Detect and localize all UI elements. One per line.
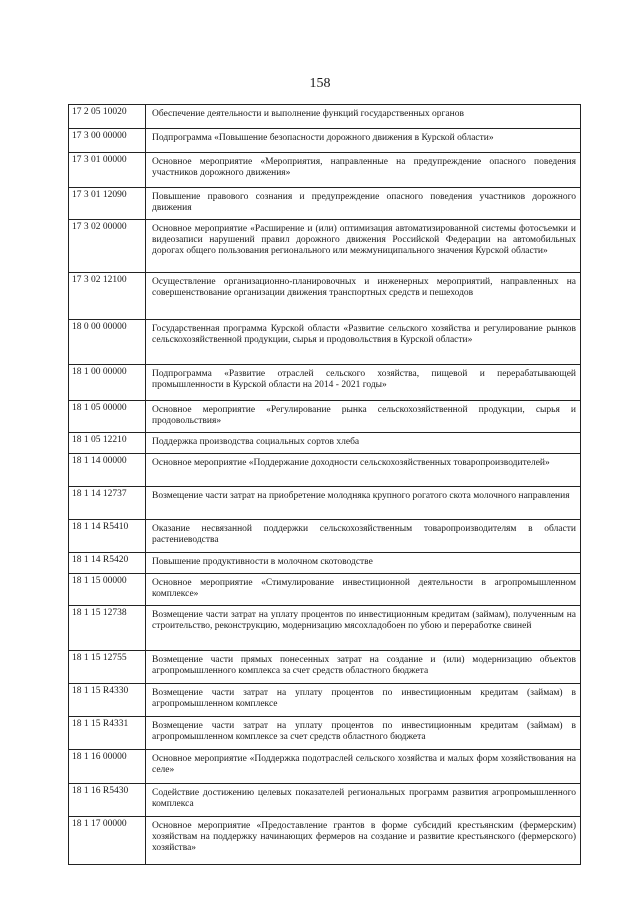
row-code: 18 1 16 00000 (69, 750, 146, 783)
table-row (69, 717, 581, 750)
table-row (69, 220, 581, 273)
row-code: 18 1 14 R5420 (69, 553, 146, 573)
table-row (69, 320, 581, 365)
page-number: 158 (309, 76, 331, 91)
row-code: 18 0 00 00000 (69, 320, 146, 364)
row-description: Оказание несвязанной поддержки сельскохозяйственным товаропроизводителям в области растениеводства (146, 520, 581, 552)
row-code: 17 3 00 00000 (69, 129, 146, 152)
table-row (69, 553, 581, 574)
table-row (69, 684, 581, 717)
row-description: Основное мероприятие «Поддержание доходности сельскохозяйственных товаропроизводителей» (146, 454, 581, 486)
row-description: Обеспечение деятельности и выполнение функций государственных органов (146, 105, 581, 128)
table-row (69, 365, 581, 401)
row-code: 18 1 15 00000 (69, 574, 146, 605)
table-row (69, 401, 581, 433)
row-description: Возмещение части затрат на приобретение молодняка крупного рогатого скота молочного направления (146, 487, 581, 519)
row-description: Подпрограмма «Развитие отраслей сельского хозяйства, пищевой и перерабатывающей промышленности в Курской области на 2014 - 2021 годы» (146, 365, 581, 400)
row-code: 18 1 17 00000 (69, 817, 146, 864)
table-row (69, 606, 581, 651)
table-row (69, 651, 581, 684)
row-description: Основное мероприятие «Расширение и (или) оптимизация автоматизированной системы фотосъемки и видеозаписи нарушений правил дорожного движения Российской Федерации на автомобильных дорогах общего пользования регионального или межмуниципального значения Курской области» (146, 220, 581, 272)
table-row (69, 487, 581, 520)
row-description: Повышение продуктивности в молочном скотоводстве (146, 553, 581, 573)
budget-codes-table (68, 104, 581, 865)
row-code: 18 1 00 00000 (69, 365, 146, 400)
row-description: Возмещение части затрат на уплату процентов по инвестиционным кредитам (займам), полученным на строительство, реконструкцию, модернизацию мясохладобоен по убою и переработке свиней (146, 606, 581, 650)
row-code: 18 1 15 12755 (69, 651, 146, 683)
row-description: Основное мероприятие «Мероприятия, направленные на предупреждение опасного поведения участников дорожного движения» (146, 153, 581, 187)
row-code: 18 1 15 12738 (69, 606, 146, 650)
row-code: 18 1 15 R4331 (69, 717, 146, 749)
table-row (69, 784, 581, 817)
table-row (69, 454, 581, 487)
row-description: Возмещение части затрат на уплату процентов по инвестиционным кредитам (займам) в агропромышленном комплексе за счет средств областного бюджета (146, 717, 581, 749)
row-code: 17 3 01 00000 (69, 153, 146, 187)
table-row (69, 188, 581, 220)
row-code: 18 1 05 00000 (69, 401, 146, 432)
row-description: Поддержка производства социальных сортов хлеба (146, 433, 581, 453)
row-description: Основное мероприятие «Предоставление грантов в форме субсидий крестьянским (фермерским) хозяйствам на поддержку начинающих фермеров на создание и развитие крестьянского (фермерского) хозяйства» (146, 817, 581, 864)
row-description: Основное мероприятие «Регулирование рынка сельскохозяйственной продукции, сырья и продовольствия» (146, 401, 581, 432)
table-row (69, 129, 581, 153)
table-row (69, 750, 581, 784)
table-row (69, 520, 581, 553)
row-code: 18 1 14 12737 (69, 487, 146, 519)
table-row (69, 817, 581, 865)
row-description: Осуществление организационно-планировочных и инженерных мероприятий, направленных на совершенствование организации движения транспортных средств и пешеходов (146, 273, 581, 319)
table-row (69, 574, 581, 606)
row-code: 17 3 01 12090 (69, 188, 146, 219)
row-code: 18 1 14 R5410 (69, 520, 146, 552)
table-row (69, 153, 581, 188)
row-code: 17 3 02 00000 (69, 220, 146, 272)
row-code: 18 1 16 R5430 (69, 784, 146, 816)
row-description: Возмещение части прямых понесенных затрат на создание и (или) модернизацию объектов агропромышленного комплекса за счет средств областного бюджета (146, 651, 581, 683)
row-code: 17 3 02 12100 (69, 273, 146, 319)
row-code: 18 1 14 00000 (69, 454, 146, 486)
row-description: Основное мероприятие «Поддержка подотраслей сельского хозяйства и малых форм хозяйствования на селе» (146, 750, 581, 783)
row-code: 18 1 05 12210 (69, 433, 146, 453)
row-description: Повышение правового сознания и предупреждение опасного поведения участников дорожного движения (146, 188, 581, 219)
row-description: Подпрограмма «Повышение безопасности дорожного движения в Курской области» (146, 129, 581, 152)
table-row (69, 105, 581, 129)
table-row (69, 433, 581, 454)
row-description: Основное мероприятие «Стимулирование инвестиционной деятельности в агропромышленном комплексе» (146, 574, 581, 605)
row-description: Государственная программа Курской области «Развитие сельского хозяйства и регулирование рынков сельскохозяйственной продукции, сырья и продовольствия в Курской области» (146, 320, 581, 364)
table-row (69, 273, 581, 320)
row-code: 17 2 05 10020 (69, 105, 146, 128)
row-description: Возмещение части затрат на уплату процентов по инвестиционным кредитам (займам) в агропромышленном комплексе (146, 684, 581, 716)
row-code: 18 1 15 R4330 (69, 684, 146, 716)
row-description: Содействие достижению целевых показателей региональных программ развития агропромышленного комплекса (146, 784, 581, 816)
